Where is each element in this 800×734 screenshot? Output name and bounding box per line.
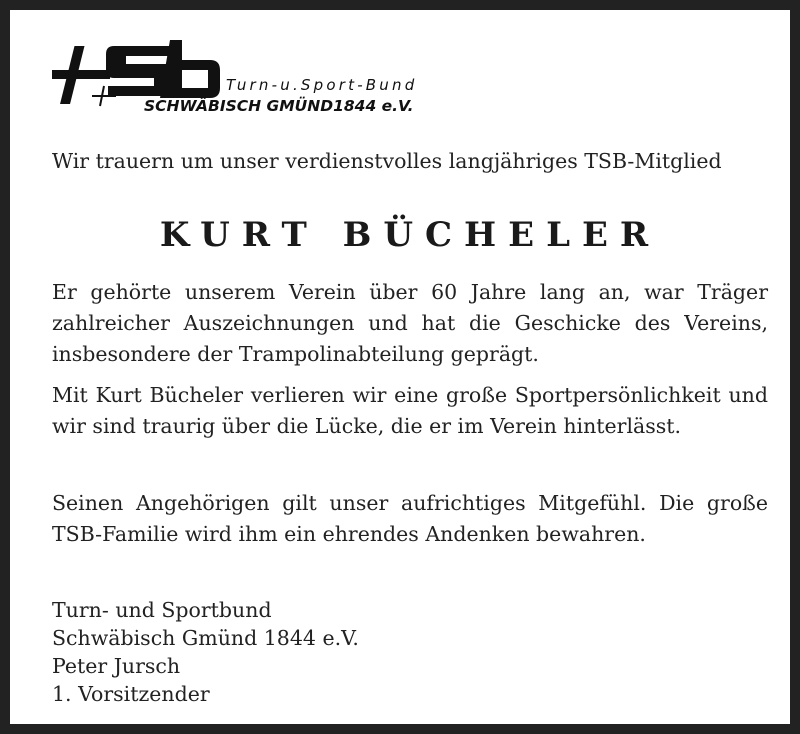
- paragraph-loss: Mit Kurt Bücheler verlieren wir eine große Sportpersönlichkeit und wir sind traurig über die Lücke, die er im Verein hinterlässt.: [52, 383, 768, 438]
- org-name-line1: Turn-u.Sport-Bund: [226, 76, 418, 94]
- signature-person: Peter Jursch: [52, 654, 181, 678]
- org-name-line2: SCHWÄBISCH GMÜND1844 e.V.: [144, 97, 414, 115]
- signature-block: [52, 596, 359, 708]
- signature-role: 1. Vorsitzender: [52, 682, 210, 706]
- paragraph-membership: Er gehörte unserem Verein über 60 Jahre lang an, war Träger zahlreicher Auszeichnungen und hat die Geschicke des Vereins, insbesondere der Trampolinabteilung geprägt.: [52, 280, 768, 366]
- intro-text: Wir trauern um unser verdienstvolles langjähriges TSB-Mitglied: [52, 149, 722, 173]
- paragraph-condolence: Seinen Angehörigen gilt unser aufrichtiges Mitgefühl. Die große TSB-Familie wird ihm ein ehrendes Andenken bewahren.: [52, 491, 768, 546]
- signature-org-city: Schwäbisch Gmünd 1844 e.V.: [52, 626, 359, 650]
- deceased-name: KURT BÜCHELER: [159, 215, 661, 255]
- signature-org: Turn- und Sportbund: [52, 598, 272, 622]
